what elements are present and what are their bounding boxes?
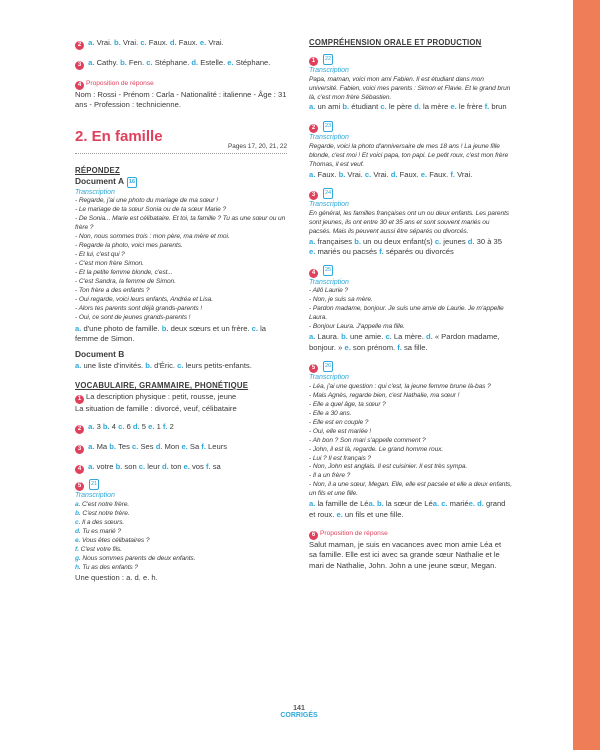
- answers: [86, 442, 227, 451]
- answer-letter: c.: [116, 421, 127, 431]
- answer-letter: e.: [468, 499, 475, 509]
- exercise-header: [309, 361, 520, 374]
- transcription-label: Transcription: [309, 374, 349, 382]
- exercise-header: [309, 528, 520, 540]
- transcription-line: - Oui, elle est mariée !: [309, 427, 372, 435]
- exercise-block: [309, 188, 520, 266]
- audio-track-icon: 25: [323, 265, 333, 276]
- exercise-number: 5: [309, 364, 318, 373]
- audio-track-icon: 26: [323, 361, 333, 372]
- answers: [86, 422, 174, 431]
- answer-letter: a.: [309, 236, 316, 246]
- transcription-line: - Lui ? Il est français ?: [309, 454, 372, 462]
- exercise-4-text: Nom : Rossi - Prénom : Carla - Nationalité : italienne - Âge : 31 ans - Profession : technicienne.: [75, 90, 287, 110]
- exercise-header: [309, 265, 520, 278]
- answers: [86, 58, 270, 67]
- answer-text: Faux.: [427, 169, 451, 179]
- exercise-number: 2: [75, 41, 84, 50]
- answer-letter: a.: [309, 332, 316, 342]
- answer-text: une amie.: [347, 332, 386, 342]
- transcription-line: [75, 546, 287, 555]
- exercise-header: [309, 188, 520, 201]
- answer-letter: c.: [177, 360, 184, 370]
- answer-letter: a.: [75, 500, 83, 508]
- transcription-label: Transcription: [309, 134, 349, 142]
- exercise-2: [75, 38, 287, 50]
- answer-text: Fen.: [128, 58, 145, 67]
- answer-letter: b.: [161, 323, 169, 333]
- answer-text: la mère: [420, 102, 451, 112]
- exercise-number: 3: [309, 191, 318, 200]
- answer-text: jeunes: [441, 236, 468, 246]
- exercise-block: [309, 54, 520, 121]
- answer-letter: a.: [309, 102, 316, 112]
- answer-letter: d.: [189, 58, 201, 67]
- answer-text: Tes: [118, 441, 130, 451]
- page-footer: [269, 705, 329, 719]
- exercise-number: 4: [309, 269, 318, 278]
- answer-letter: f.: [203, 461, 213, 471]
- answer-letter: a.: [86, 421, 97, 431]
- vocab-1: [75, 392, 287, 404]
- answer-text: d'une photo de famille.: [81, 323, 162, 333]
- answer-text: 4: [111, 421, 116, 431]
- transcription-line: Papa, maman, voici mon ami Fabien. Il est étudiant dans mon: [309, 75, 484, 83]
- answer-letter: d.: [467, 236, 475, 246]
- answer-text: Ses: [140, 441, 154, 451]
- transcription-line: - De Sonia... Marie est célibataire. Et toi, ta famille ? Tu as une sœur ou un frère ?: [75, 215, 286, 232]
- exercise-number: 1: [309, 57, 318, 66]
- answer-letter: d.: [477, 499, 484, 509]
- answer-text: Cathy.: [96, 58, 118, 67]
- answer-text: et roux.: [309, 509, 337, 519]
- exercise-number: 5: [75, 482, 84, 491]
- transcription-line: - Non, John est anglais. Il est cuisinier. Il est très sympa.: [309, 463, 468, 471]
- exercise-number: 4: [75, 465, 84, 474]
- exercise-number: 2: [309, 124, 318, 133]
- exercise-number: 6: [309, 531, 318, 540]
- answer-letter: a.: [368, 499, 375, 509]
- spacer: [309, 180, 520, 188]
- pages-reference: Pages 17, 20, 21, 22: [75, 143, 287, 154]
- answer-letter: f.: [199, 441, 209, 451]
- answer-text: Laura.: [315, 332, 342, 342]
- right-column: [309, 38, 520, 571]
- transcription-line: - Elle a quel âge, ta sœur ?: [309, 400, 386, 408]
- answer-text: Vrai.: [96, 38, 112, 47]
- answer-text: Sa: [189, 441, 200, 451]
- answer-letter: c.: [138, 38, 149, 47]
- transcription-line: - Il a un frère ?: [309, 472, 351, 480]
- answer-text: Faux.: [148, 38, 168, 47]
- answer-letter: b.: [342, 102, 350, 112]
- answer-letter: b.: [107, 441, 119, 451]
- answer-letter: c.: [136, 461, 148, 471]
- exercise-number: 3: [75, 61, 84, 70]
- transcription-line: - Mais Agnès, regarde bien, c'est Nathalie, ma sœur !: [309, 391, 460, 399]
- answer-letter: a.: [309, 499, 316, 509]
- answer-text: 1: [156, 421, 161, 431]
- proposal-line: mari de Nathalie, John. John a une jeune sœur, Megan.: [309, 560, 497, 570]
- transcription-line: En général, les familles françaises ont un ou deux enfants. Les parents: [309, 209, 509, 217]
- vocab-5-transcription: [75, 501, 287, 573]
- answer-line: [309, 332, 520, 342]
- answer-letter: c.: [441, 499, 448, 509]
- answer-text: Estelle.: [200, 58, 226, 67]
- transcription-line: - Ton frère a des enfants ?: [75, 286, 150, 294]
- answer-text: 6: [126, 421, 131, 431]
- answer-text: marié: [447, 499, 469, 509]
- transcription-line: - Non, je suis sa mère.: [309, 296, 373, 304]
- transcription-line: un fils et une fille.: [309, 490, 358, 498]
- exercise-number: 3: [75, 445, 84, 454]
- answer-letter: c.: [251, 323, 258, 333]
- answer-line: [309, 102, 520, 112]
- transcription-label: Transcription: [75, 188, 115, 196]
- answer-letter: c.: [385, 332, 392, 342]
- answer-letter: g.: [75, 554, 83, 562]
- answer-letter: a.: [432, 499, 440, 509]
- transcription-line: [75, 519, 287, 528]
- transcription-text: Vous êtes célibataires ?: [82, 536, 150, 544]
- proposal-title: Proposition de réponse: [320, 529, 388, 537]
- transcription-line: - Regarde, j'ai une photo du mariage de ma sœur !: [75, 197, 218, 205]
- answer-text: un ami: [315, 102, 343, 112]
- comprehension-heading: COMPRÉHENSION ORALE ET PRODUCTION: [309, 38, 482, 47]
- answer-letter: f.: [75, 545, 81, 553]
- answer-text: Vrai.: [371, 169, 391, 179]
- answer-letter: b.: [145, 360, 153, 370]
- answer-letter: b.: [117, 58, 129, 67]
- answer-text: 3: [96, 421, 101, 431]
- answer-text: grand: [483, 499, 506, 509]
- page-section-label: CORRIGÉS: [280, 712, 318, 719]
- exercise-number: 2: [75, 425, 84, 434]
- transcription-line: - Non, il a une sœur, Megan. Elle, elle est pacsée et elle a deux enfants,: [309, 481, 512, 489]
- answer-letter: a.: [86, 58, 97, 67]
- proposal-title: Proposition de réponse: [86, 80, 154, 87]
- exercise-header: [309, 121, 520, 134]
- answer-letter: d.: [390, 169, 398, 179]
- transcription-line: blonde, c'est moi ! Et voici papa, ton papi. Le petit roux, c'est mon frère: [309, 151, 509, 159]
- spacer: [309, 113, 520, 121]
- answer-text: la famille de Lé: [315, 499, 369, 509]
- answer-text: 30 à 35: [474, 236, 502, 246]
- answer-text: Leurs: [208, 441, 228, 451]
- exercise-3: [75, 58, 287, 70]
- answer-letter: c.: [129, 441, 141, 451]
- exercise-4: [75, 78, 287, 90]
- answer-text: sa: [212, 461, 221, 471]
- audio-track-icon: 22: [323, 54, 333, 65]
- answer-letter: a.: [86, 38, 97, 47]
- answer-line: [309, 510, 520, 520]
- vocab-1-line: La description physique : petit, rousse, jeune: [86, 391, 237, 401]
- answer-letter: b.: [377, 499, 384, 509]
- answer-letter: c.: [380, 102, 387, 112]
- answer-letter: e.: [225, 58, 236, 67]
- answer-text: son prénom.: [350, 342, 398, 352]
- vocab-4: [75, 462, 287, 474]
- transcription-text: Il a des sœurs.: [82, 518, 125, 526]
- transcription-line: Thomas, il est veuf.: [309, 160, 365, 168]
- exercise-block: [309, 121, 520, 188]
- audio-track-icon: 21: [89, 479, 99, 490]
- answer-text: deux sœurs et un frère.: [168, 323, 252, 333]
- document-a-title: Document A 16: [75, 176, 136, 187]
- answer-text: bonjour. »: [309, 342, 345, 352]
- answer-text: vos: [192, 461, 204, 471]
- transcription-line: - Léa, j'ai une question : qui c'est, la jeune femme brune là-bas ?: [309, 382, 491, 390]
- answer-text: Faux.: [178, 38, 198, 47]
- transcription-line: là, c'est mon frère Sébastien.: [309, 93, 392, 101]
- answer-letter: c.: [364, 169, 372, 179]
- transcription-line: Laura.: [309, 314, 328, 322]
- section-title: 2. En famille: [75, 127, 163, 145]
- answer-letter: a.: [75, 323, 82, 333]
- answer-text: d'Éric.: [152, 360, 178, 370]
- answer-line: [309, 170, 520, 180]
- answer-text: 2: [169, 421, 174, 431]
- answer-letter: b.: [111, 38, 123, 47]
- transcription-line: - Et la petite femme blonde, c'est...: [75, 268, 173, 276]
- audio-track-icon: 24: [323, 188, 333, 199]
- answer-letter: f.: [450, 169, 455, 179]
- answer-text: le père: [386, 102, 415, 112]
- answer-text: une liste d'invités.: [81, 360, 146, 370]
- answer-letter: a.: [309, 169, 316, 179]
- answer-line: [309, 499, 520, 509]
- repondez-heading: RÉPONDEZ: [75, 165, 120, 175]
- answer-letter: a.: [86, 441, 97, 451]
- transcription-line: Regarde, voici la photo d'anniversaire de mes 18 ans ! La jeune fille: [309, 142, 500, 150]
- transcription-line: - Alors tes parents sont déjà grands-parents !: [75, 304, 203, 312]
- transcription-line: - Et lui, c'est qui ?: [75, 250, 125, 258]
- transcription-line: - Le mariage de ta sœur Sonia ou de ta sœur Marie ?: [75, 206, 227, 214]
- transcription-line: - Ah bon ? Son mari s'appelle comment ?: [309, 436, 426, 444]
- proposal-line: sa famille. Elle est ici avec sa grande sœur Nathalie et le: [309, 550, 500, 560]
- spacer: [309, 520, 520, 528]
- answer-letter: d.: [414, 102, 421, 112]
- answer-letter: b.: [113, 461, 125, 471]
- answer-text: mariés ou pacsés: [315, 247, 380, 257]
- vocab-heading: VOCABULAIRE, GRAMMAIRE, PHONÉTIQUE: [75, 380, 249, 390]
- answer-text: Vrai.: [345, 169, 365, 179]
- transcription-line: - Elle a 30 ans.: [309, 409, 352, 417]
- answer-letter: c.: [434, 236, 442, 246]
- transcription-line: [75, 501, 287, 510]
- transcription-line: sont jeunes, ils ont entre 30 et 35 ans et sont souvent mariés ou: [309, 218, 490, 226]
- transcription-line: [75, 537, 287, 546]
- answer-text: leurs petits-enfants.: [183, 360, 252, 370]
- transcription-line: - Non, nous sommes trois : mon père, ma mère et moi.: [75, 233, 230, 241]
- exercise-block: [309, 528, 520, 571]
- answer-text: françaises: [315, 236, 355, 246]
- transcription-line: - Pardon madame, bonjour. Je suis une amie de Laurie. Je m'appelle: [309, 305, 504, 313]
- transcription-line: pacsés. Mais ils peuvent aussi être séparés ou divorcés.: [309, 227, 469, 235]
- comprehension-exercises: [309, 54, 520, 571]
- answer-line: [309, 237, 520, 247]
- answer-text: Ma: [96, 441, 108, 451]
- answer-letter: c.: [75, 518, 83, 526]
- transcription-text: Tu as des enfants ?: [82, 563, 138, 571]
- transcription-text: C'est notre frère.: [82, 500, 130, 508]
- answer-text: Faux.: [397, 169, 421, 179]
- transcription-line: - Bonjour Laura. J'appelle ma fille.: [309, 323, 405, 331]
- answer-letter: d.: [75, 527, 83, 535]
- answer-letter: f.: [484, 102, 490, 112]
- answer-letter: e.: [344, 342, 351, 352]
- answer-line: [309, 247, 520, 257]
- page-number: 141: [293, 705, 305, 712]
- answer-letter: b.: [100, 421, 112, 431]
- answer-text: un ou deux enfant(s): [360, 236, 435, 246]
- transcription-line: - Elle est en couple ?: [309, 418, 369, 426]
- transcription-line: - C'est Sandra, la femme de Simon.: [75, 277, 176, 285]
- transcription-line: - C'est mon frère Simon.: [75, 259, 144, 267]
- answer-letter: b.: [341, 332, 348, 342]
- transcription-text: C'est notre frère.: [82, 509, 130, 517]
- answer-letter: b.: [75, 509, 83, 517]
- document-a-answer: [75, 324, 287, 345]
- transcription-text: Nous sommes parents de deux enfants.: [82, 554, 196, 562]
- question-answer: Une question : a. d. e. h.: [75, 572, 158, 582]
- answer-text: votre: [96, 461, 114, 471]
- answer-letter: d.: [167, 38, 179, 47]
- left-column: [75, 38, 287, 583]
- transcription-label: Transcription: [309, 201, 349, 209]
- answer-text: Faux.: [315, 169, 339, 179]
- exercise-header: [309, 54, 520, 67]
- answer-letter: f.: [379, 247, 384, 257]
- answer-text: son: [124, 461, 137, 471]
- audio-track-icon: 16: [127, 177, 137, 188]
- answer-letter: f.: [160, 421, 170, 431]
- exercise-number: 1: [75, 395, 84, 404]
- transcription-label: Transcription: [75, 492, 115, 500]
- answer-letter: c.: [144, 58, 155, 67]
- answer-text: séparés ou divorcés: [383, 247, 454, 257]
- answer-text: le frère: [456, 102, 485, 112]
- exercise-block: [309, 361, 520, 528]
- document-b-answer: [75, 361, 287, 371]
- document-a-transcription: [75, 197, 287, 322]
- transcription-line: université. Fabien, voici mes parents : Simon et Flavie. Et le grand brun: [309, 84, 511, 92]
- answer-text: la sœur de Lé: [383, 499, 433, 509]
- answer-text: brun: [489, 102, 507, 112]
- answer-letter: e.: [309, 247, 316, 257]
- transcription-line: - Oui, ce sont de jeunes grands-parents !: [75, 313, 191, 321]
- answer-letter: h.: [75, 563, 83, 571]
- answer-text: la femme de Simon.: [75, 323, 267, 343]
- spacer: [309, 257, 520, 265]
- transcription-label: Transcription: [309, 67, 349, 75]
- transcription-line: - Allô Laurie ?: [309, 287, 348, 295]
- vocab-3: [75, 442, 287, 454]
- answer-letter: e.: [420, 169, 428, 179]
- proposal-line: Salut maman, je suis en vacances avec mon amie Léa et: [309, 539, 502, 549]
- answer-text: Vrai.: [454, 169, 473, 179]
- transcription-label: Transcription: [309, 278, 349, 286]
- transcription-line: [75, 510, 287, 519]
- transcription-line: [75, 528, 287, 537]
- answer-text: La mère.: [391, 332, 426, 342]
- answer-text: Vrai.: [122, 38, 139, 47]
- answers: [86, 462, 221, 471]
- transcription-line: - Oui regarde, voici leurs enfants, Andréa et Lisa.: [75, 295, 213, 303]
- document-b-title: Document B: [75, 349, 125, 360]
- answer-letter: d.: [153, 441, 165, 451]
- spacer: [309, 353, 520, 361]
- answer-letter: b.: [354, 236, 361, 246]
- vocab-1-line-2: La situation de famille : divorcé, veuf, célibataire: [75, 403, 237, 413]
- answer-letter: a.: [75, 360, 82, 370]
- exercise-number: 4: [75, 81, 84, 90]
- answer-letter: e.: [450, 102, 457, 112]
- transcription-text: Tu es marié ?: [82, 527, 121, 535]
- vocab-5: [75, 479, 287, 492]
- answer-text: Vrai.: [208, 38, 224, 47]
- vocab-2: [75, 422, 287, 434]
- answer-text: Stéphane.: [154, 58, 190, 67]
- answers: [86, 38, 224, 47]
- answer-letter: b.: [338, 169, 346, 179]
- answer-text: Stéphane.: [235, 58, 271, 67]
- transcription-line: [75, 555, 287, 564]
- answer-line: [309, 343, 520, 353]
- answer-letter: e.: [197, 38, 209, 47]
- answer-letter: a.: [86, 461, 97, 471]
- answer-letter: e.: [75, 536, 83, 544]
- answer-text: étudiant: [349, 102, 381, 112]
- answer-letter: d.: [425, 332, 433, 342]
- answer-letter: f.: [397, 342, 402, 352]
- answer-letter: d.: [159, 461, 171, 471]
- answer-text: leur: [147, 461, 160, 471]
- answer-text: ton: [170, 461, 182, 471]
- answer-text: sa fille.: [401, 342, 428, 352]
- answer-text: un fils et une fille.: [342, 509, 404, 519]
- answer-letter: e.: [146, 421, 157, 431]
- answer-letter: e.: [181, 461, 192, 471]
- answer-text: « Pardon madame,: [432, 332, 500, 342]
- transcription-line: [75, 564, 287, 573]
- audio-track-icon: 23: [323, 121, 333, 132]
- transcription-line: - John, il est là, regarde. Le grand homme roux.: [309, 445, 444, 453]
- orange-side-band: [573, 0, 600, 750]
- exercise-block: [309, 265, 520, 360]
- answer-letter: e.: [336, 509, 343, 519]
- transcription-line: - Regarde la photo, voici mes parents.: [75, 242, 183, 250]
- answer-text: 5: [141, 421, 146, 431]
- answer-letter: e.: [179, 441, 190, 451]
- answer-letter: d.: [130, 421, 142, 431]
- transcription-text: C'est votre fils.: [80, 545, 122, 553]
- answer-text: Mon: [164, 441, 180, 451]
